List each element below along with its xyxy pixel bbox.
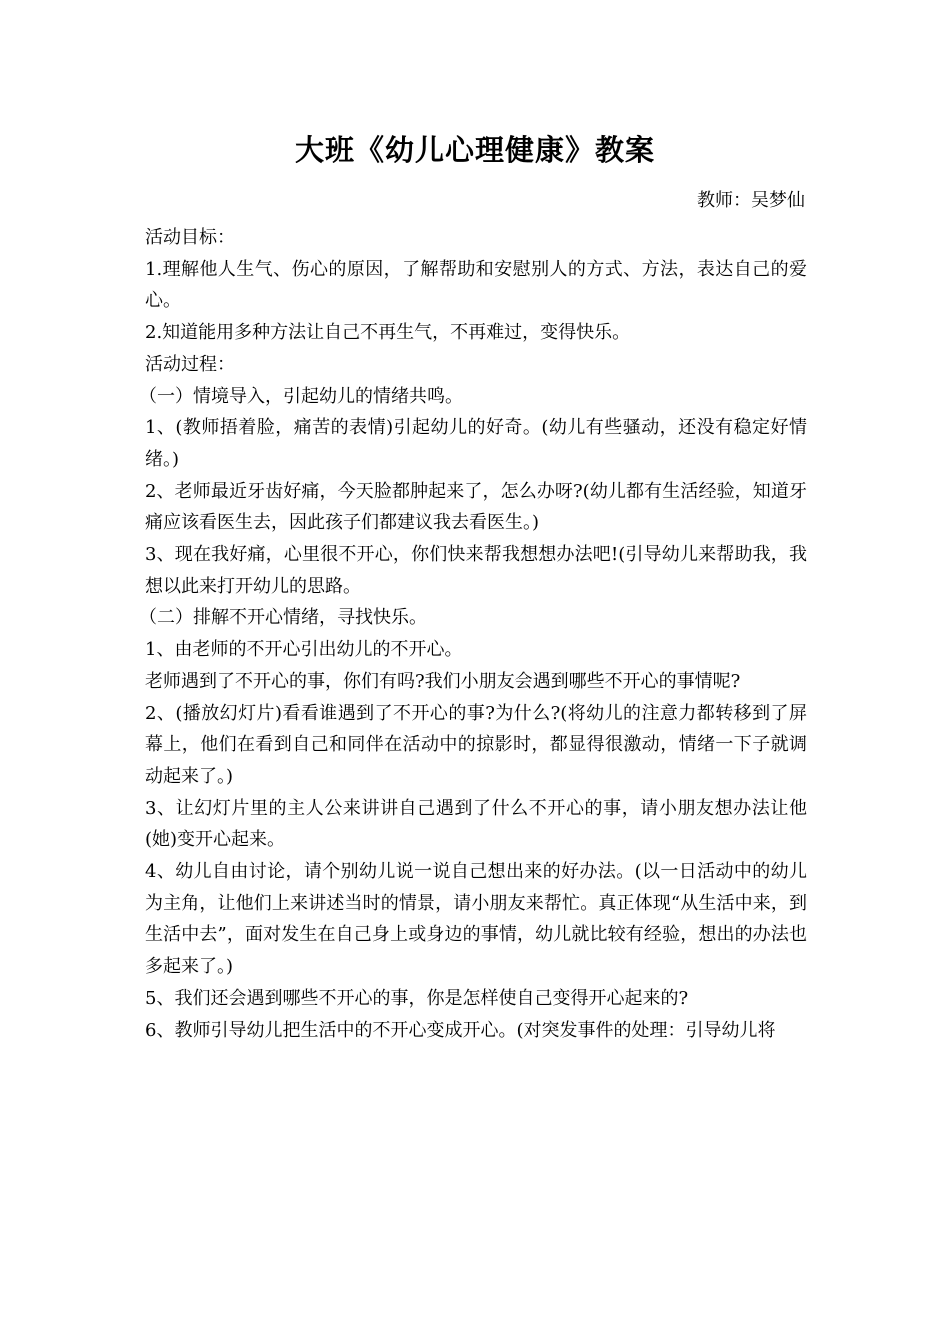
document-body: [139, 222, 807, 1046]
document-title: 大班《幼儿心理健康》教案: [294, 133, 655, 167]
subsection-heading: （二）排解不开心情绪，寻找快乐。: [139, 607, 427, 629]
process-step: 3、现在我好痛，心里很不开心，你们快来帮我想想办法吧!(引导幼儿来帮助我，我想以此来打开幼儿的思路。: [145, 544, 807, 597]
process-step: 1、(教师捂着脸，痛苦的表情)引起幼儿的好奇。(幼儿有些骚动，还没有稳定好情绪。): [145, 417, 807, 470]
process-step: 4、幼儿自由讨论，请个别幼儿说一说自己想出来的好办法。(以一日活动中的幼儿为主角，让他们上来讲述当时的情景，请小朋友来帮忙。真正体现“从生活中来，到生活中去”，面对发生在自己身上或身边的事情，幼儿就比较有经验，想出的办法也多起来了。): [145, 861, 807, 978]
goal-item: 1.理解他人生气、伤心的原因，了解帮助和安慰别人的方式、方法，表达自己的爱心。: [145, 258, 807, 312]
subsection-heading: （一）情境导入，引起幼儿的情绪共鸣。: [139, 385, 463, 407]
goal-item: 2.知道能用多种方法让自己不再生气，不再难过，变得快乐。: [145, 322, 631, 344]
process-step: 2、老师最近牙齿好痛，今天脸都肿起来了，怎么办呀?(幼儿都有生活经验，知道牙痛应该看医生去，因此孩子们都建议我去看医生。): [145, 480, 807, 534]
section-heading-process: 活动过程：: [145, 353, 235, 375]
process-step: 6、教师引导幼儿把生活中的不开心变成开心。(对突发事件的处理：引导幼儿将: [145, 1019, 776, 1041]
process-step: 2、(播放幻灯片)看看谁遇到了不开心的事?为什么?(将幼儿的注意力都转移到了屏幕上，他们在看到自己和同伴在活动中的掠影时，都显得很激动，情绪一下子就调动起来了。): [145, 702, 807, 787]
process-step: 1、由老师的不开心引出幼儿的不开心。: [145, 639, 463, 661]
process-text: 老师遇到了不开心的事，你们有吗?我们小朋友会遇到哪些不开心的事情呢?: [145, 670, 741, 692]
teacher-name: 教师：吴梦仙: [697, 190, 805, 211]
section-heading-goals: 活动目标：: [145, 227, 235, 248]
process-step: 3、让幻灯片里的主人公来讲讲自己遇到了什么不开心的事，请小朋友想办法让他(她)变开心起来。: [145, 797, 807, 851]
process-step: 5、我们还会遇到哪些不开心的事，你是怎样使自己变得开心起来的?: [145, 987, 689, 1009]
